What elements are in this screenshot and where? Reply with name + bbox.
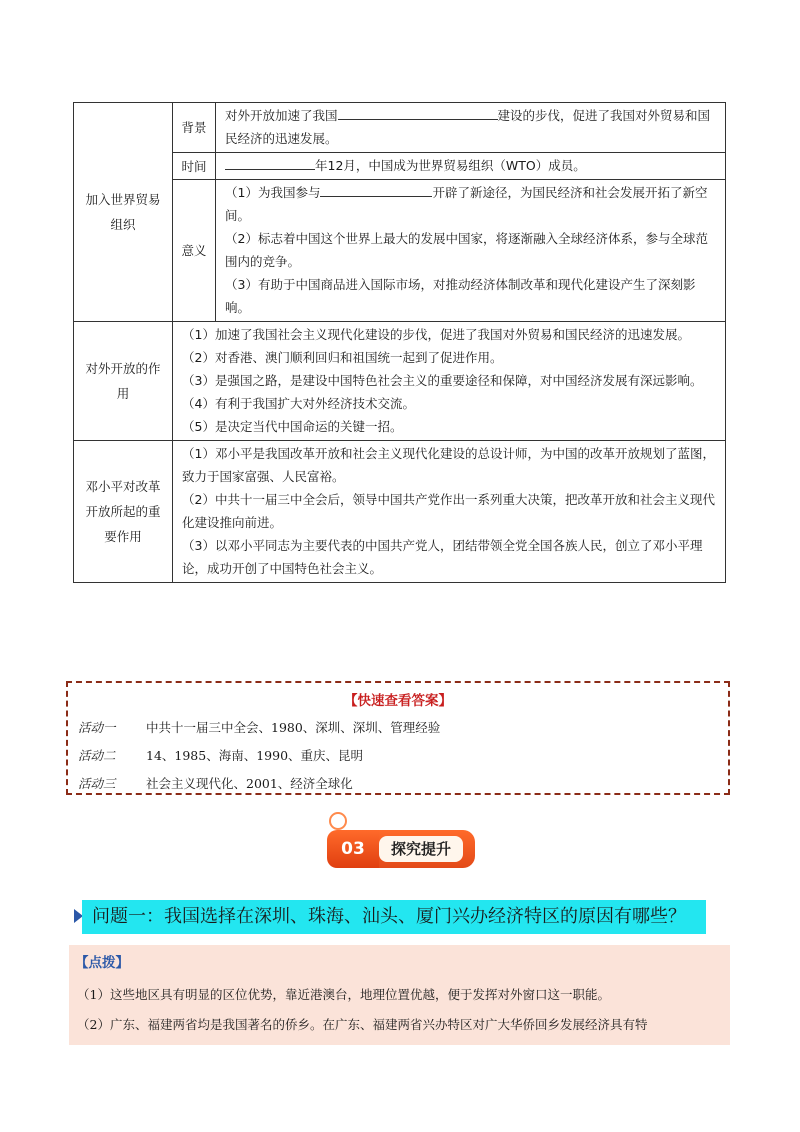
opening-item: （1）加速了我国社会主义现代化建设的步伐，促进了我国对外贸易和国民经济的迅速发展。 bbox=[182, 327, 690, 342]
cell-opening bbox=[173, 322, 726, 441]
cell-significance bbox=[216, 180, 726, 322]
opening-item: （3）是强国之路，是建设中国特色社会主义的重要途径和保障，对中国经济发展有深远影响。 bbox=[182, 373, 703, 388]
significance-item-3: （3）有助于中国商品进入国际市场，对推动经济体制改革和现代化建设产生了深刻影响。 bbox=[225, 277, 696, 315]
section-badge bbox=[327, 812, 475, 868]
section-title: 探究提升 bbox=[379, 836, 463, 862]
significance-item-1 bbox=[225, 181, 717, 227]
fill-in-blank bbox=[320, 182, 432, 197]
item1-pre: （1）为我国参与 bbox=[225, 185, 321, 200]
fill-in-blank bbox=[225, 155, 315, 170]
time-text: 年12月，中国成为世界贸易组织（WTO）成员。 bbox=[315, 158, 586, 173]
hint-box bbox=[69, 945, 730, 1045]
fill-in-blank bbox=[338, 105, 498, 120]
answer-value: 14、1985、海南、1990、重庆、昆明 bbox=[146, 748, 364, 763]
opening-item: （4）有利于我国扩大对外经济技术交流。 bbox=[182, 396, 415, 411]
badge-pill bbox=[373, 830, 475, 868]
table-row-opening bbox=[74, 322, 726, 441]
answer-label: 活动二 bbox=[78, 748, 116, 763]
cell-time bbox=[216, 153, 726, 180]
cell-deng bbox=[173, 441, 726, 583]
answer-box bbox=[66, 681, 730, 795]
summary-table bbox=[73, 102, 726, 583]
answer-label: 活动一 bbox=[78, 720, 116, 735]
tag-ring-icon bbox=[329, 812, 347, 830]
label-significance: 意义 bbox=[173, 180, 216, 322]
label-background: 背景 bbox=[173, 103, 216, 153]
opening-item: （2）对香港、澳门顺利回归和祖国统一起到了促进作用。 bbox=[182, 350, 503, 365]
topic-deng: 邓小平对改革开放所起的重要作用 bbox=[74, 441, 173, 583]
question-heading: 问题一：我国选择在深圳、珠海、汕头、厦门兴办经济特区的原因有哪些？ bbox=[82, 900, 706, 934]
answer-value: 社会主义现代化、2001、经济全球化 bbox=[146, 776, 353, 791]
answer-row-1 bbox=[78, 718, 440, 736]
answer-row-2 bbox=[78, 746, 363, 764]
deng-item: （3）以邓小平同志为主要代表的中国共产党人，团结带领全党全国各族人民，创立了邓小平理论，成功开创了中国特色社会主义。 bbox=[182, 538, 703, 576]
answer-row-3 bbox=[78, 774, 353, 792]
hint-title: 【点拨】 bbox=[75, 955, 129, 971]
significance-item-2: （2）标志着中国这个世界上最大的发展中国家，将逐渐融入全球经济体系，参与全球范围内的竞争。 bbox=[225, 231, 708, 269]
table-row-deng bbox=[74, 441, 726, 583]
label-time: 时间 bbox=[173, 153, 216, 180]
answer-value: 中共十一届三中全会、1980、深圳、深圳、管理经验 bbox=[146, 720, 441, 735]
background-text-pre: 对外开放加速了我国 bbox=[225, 108, 338, 123]
table-row-background bbox=[74, 103, 726, 153]
background-text-post: 建设的步伐，促进了我国对外贸易和国民经济的迅速发展。 bbox=[225, 108, 711, 146]
deng-item: （1）邓小平是我国改革开放和社会主义现代化建设的总设计师，为中国的改革开放规划了蓝图，致力于国家富强、人民富裕。 bbox=[182, 446, 715, 484]
item1-post: 开辟了新途径，为国民经济和社会发展开拓了新空间。 bbox=[225, 185, 708, 223]
answer-label: 活动三 bbox=[78, 776, 116, 791]
hint-line-1: （1）这些地区具有明显的区位优势，靠近港澳台，地理位置优越，便于发挥对外窗口这一职能。 bbox=[77, 987, 610, 1002]
topic-opening: 对外开放的作用 bbox=[74, 322, 173, 441]
deng-item: （2）中共十一届三中全会后，领导中国共产党作出一系列重大决策，把改革开放和社会主义现代化建设推向前进。 bbox=[182, 492, 715, 530]
hint-line-2: （2）广东、福建两省均是我国著名的侨乡。在广东、福建两省兴办特区对广大华侨回乡发展经济具有特 bbox=[77, 1017, 648, 1032]
cell-background bbox=[216, 103, 726, 153]
topic-wto: 加入世界贸易组织 bbox=[74, 103, 173, 322]
section-number: 03 bbox=[327, 830, 379, 868]
opening-item: （5）是决定当代中国命运的关键一招。 bbox=[182, 419, 403, 434]
answer-title: 【快速查看答案】 bbox=[344, 693, 452, 709]
